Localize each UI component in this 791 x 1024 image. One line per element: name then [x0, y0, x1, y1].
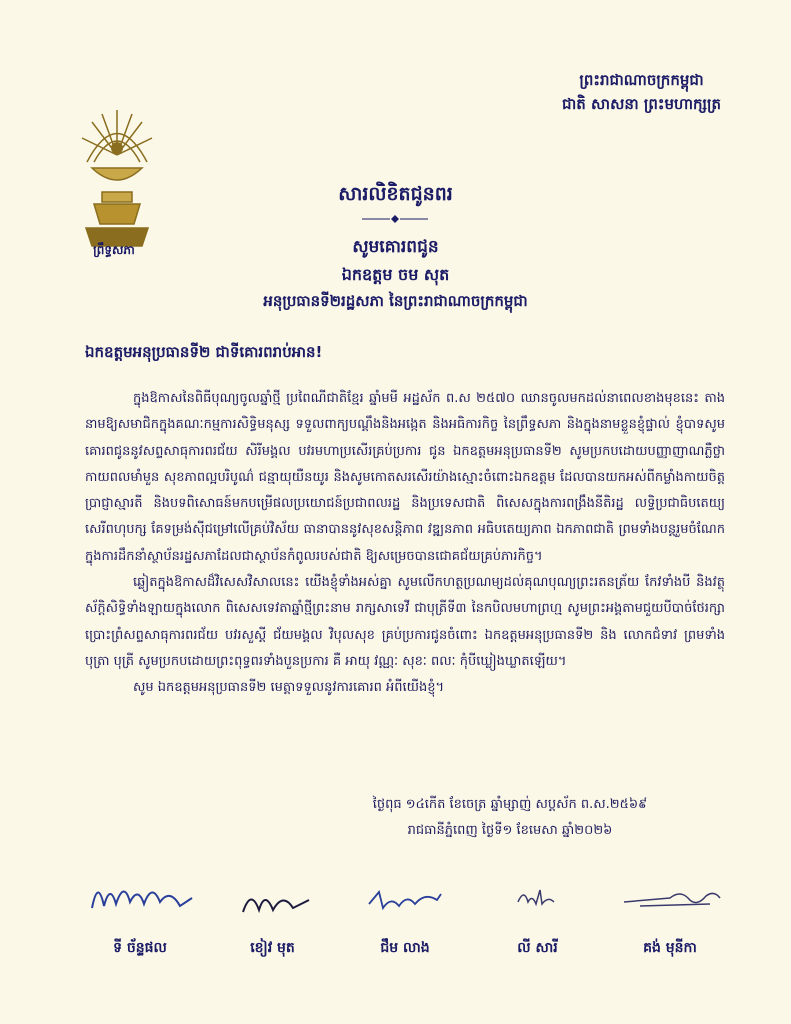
letter-body	[85, 386, 725, 702]
signature-row	[80, 868, 730, 978]
recipient-line-1: សូមគោរពជូន	[352, 237, 439, 257]
body-paragraph-3: សូម ឯកឧត្តមអនុប្រធានទី២ មេត្តាទទួលនូវការគោរព អំពីយើងខ្ញុំ។	[133, 680, 445, 696]
lunar-date: ថ្ងៃពុធ ១៤កើត ខែចេត្រ ឆ្នាំម្សាញ់ សប្តស័ក ព.ស.២៥៦៩	[372, 797, 648, 812]
signatory-name: ខៀវ មុត	[250, 940, 295, 956]
letter-title: សារលិខិតជូនពរ	[338, 183, 453, 205]
signatory-name: គង់ មុនីកា	[643, 940, 697, 956]
recipient-line-2: ឯកឧត្តម ចម សុត	[341, 265, 450, 284]
solar-date: រាជធានីភ្នំពេញ ថ្ងៃទី១ ខែមេសា ឆ្នាំ២០២៦	[407, 823, 613, 838]
recipient-line-3: អនុប្រធានទី២រដ្ឋសភា នៃព្រះរាជាណាចក្រកម្ពុជា	[263, 292, 528, 310]
handwritten-signature-5	[610, 868, 730, 928]
signatory-1	[80, 868, 200, 978]
signatory-name: ជឹម លាង	[380, 940, 430, 956]
kingdom-line-2: ជាតិ សាសនា ព្រះមហាក្សត្រ	[562, 95, 721, 113]
handwritten-signature-1	[80, 868, 200, 928]
signatory-5	[610, 868, 730, 978]
handwritten-signature-2	[213, 868, 333, 928]
senate-emblem-icon	[72, 100, 162, 250]
handwritten-signature-3	[345, 868, 465, 928]
signatory-4	[478, 868, 598, 978]
kingdom-line-1: ព្រះរាជាណាចក្រកម្ពុជា	[579, 71, 704, 89]
signatory-2	[213, 868, 333, 978]
body-paragraph-1: ក្នុងឱកាសនៃពិធីបុណ្យចូលឆ្នាំថ្មី ប្រពៃណីជាតិខ្មែរ ឆ្នាំមមី អដ្ឋស័ក ព.ស ២៥៧០ ឈានចូលមកដល់នាពេលខាងមុខនេះ តាងនាមឱ្យសមាជិកក្នុងគណៈកម្មការសិទ្ធិមនុស្ស ទទួលពាក្យបណ្ដឹងនិងអង្កេត និងអធិការកិច្ច នៃព្រឹទ្ធសភា និងក្នុងនាមខ្លួនខ្ញុំផ្ទាល់ ខ្ញុំបាទសូមគោរពជូននូវសព្ទសាធុការពរជ័យ សិរីមង្គល បវរមហាប្រសើរគ្រប់ប្រការ ជូន ឯកឧត្តមអនុប្រធានទី២ សូមប្រកបដោយបញ្ញាញាណភ្លឺថ្លា កាយពលមាំមួន សុខភាពល្អបរិបូណ៌ ជន្មាយុយឺនយូរ និងសូមកោតសរសើរយ៉ាងស្មោះចំពោះឯកឧត្តម ដែលបានយកអស់ពីកម្លាំងកាយចិត្ត ប្រាជ្ញាស្មារតី និងបទពិសោធន៍មកបម្រើផលប្រយោជន៍ប្រជាពលរដ្ឋ និងប្រទេសជាតិ ពិសេសក្នុងការពង្រឹងនីតិរដ្ឋ លទ្ធិប្រជាធិបតេយ្យ សេរីពហុបក្ស គែទម្រង់ស៊ីជម្រៅលើគ្រប់វិស័យ ធានាបាននូវសុខសន្តិភាព វឌ្ឍនភាព អធិបតេយ្យភាព ឯកភាពជាតិ ព្រមទាំងបន្តរួមចំណែកក្នុងការដឹកនាំស្ថាប័នរដ្ឋសភាដែលជាស្ថាប័នកំពូលរបស់ជាតិ ឱ្យសម្រេចបានជោគជ័យគ្រប់ភារកិច្ច។	[85, 391, 725, 564]
title-ornament-icon	[360, 214, 430, 224]
kingdom-motto	[562, 68, 721, 116]
handwritten-signature-4	[478, 868, 598, 928]
signatory-name: ទី ច័ន្ទផល	[113, 940, 167, 956]
date-block	[300, 792, 720, 844]
emblem-label: ព្រឹទ្ធសភា	[93, 243, 135, 257]
body-paragraph-2: ឆ្លៀតក្នុងឱកាសដ៏វិសេសវិសាលនេះ យើងខ្ញុំទាំងអស់គ្នា សូមលើកហត្ថប្រណម្យដល់គុណបុណ្យព្រះរតនត្រ័យ កែវទាំងបី និងវត្ថុស័ក្តិសិទ្ធិទាំងឡាយក្នុងលោក ពិសេសទេវតាឆ្នាំថ្មីព្រះនាម រាក្សសាទេវី ជាបុត្រីទី៣ នៃកបិលមហាព្រហ្ម សូមព្រះអង្គតាមជួយបីបាច់ថែរក្សា ប្រោះព្រំសព្ទសាធុការពរជ័យ បវរសួស្តី ជ័យមង្គល វិបុលសុខ គ្រប់ប្រការជូនចំពោះ ឯកឧត្តមអនុប្រធានទី២ និង លោកជំទាវ ព្រមទាំងបុត្រា បុត្រី សូមប្រកបដោយព្រះពុទ្ធពរទាំងបួនប្រការ គឺ អាយុ វណ្ណៈ សុខៈ ពលៈ កុំបីឃ្លៀងឃ្លាតឡើយ។	[85, 575, 725, 669]
signatory-3	[345, 868, 465, 978]
signatory-name: លី សារី	[517, 940, 558, 956]
greeting: ឯកឧត្តមអនុប្រធានទី២ ជាទីគោរពរាប់អាន!	[85, 343, 323, 361]
